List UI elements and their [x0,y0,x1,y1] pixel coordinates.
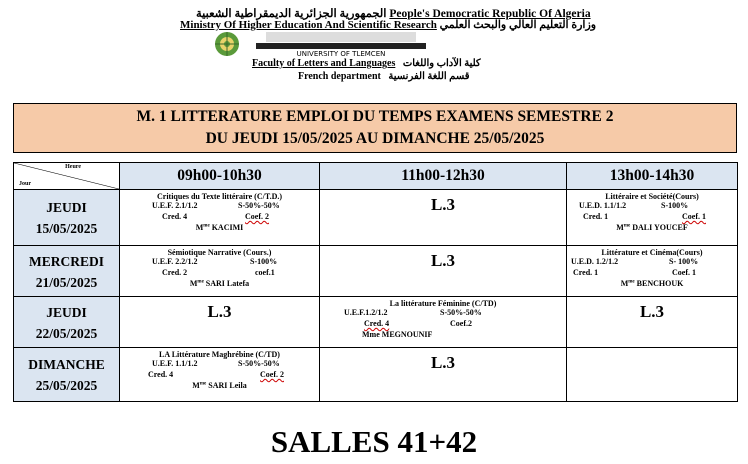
day-name: MERCREDI [28,253,104,269]
exam-cell [120,348,320,402]
course-title: LA Littérature Maghrébine (C/TD) [159,350,280,359]
exam-cell-level: L.3 [320,190,567,246]
exam-cell-level: L.3 [567,297,738,348]
course-ue: U.E.F. 2.1/1.2 [152,201,198,210]
course-title: Littérature et Cinéma(Cours) [601,248,703,257]
course-professor: $M^{me}$ SARI Latefa [189,279,250,288]
header-department [298,71,470,82]
day-date: 15/05/2025 [35,221,98,236]
exam-cell [120,246,320,297]
rooms-label: SALLES 41+42 [270,424,478,459]
header-line-2 [180,18,596,31]
day-date: 25/05/2025 [35,378,98,393]
course-credits: Cred. 1 [583,212,609,221]
day-cell [14,297,120,348]
banner-dates: DU JEUDI 15/05/2025 AU DIMANCHE 25/05/2025 [205,130,545,147]
course-professor: $M^{me}$ KACIMI [195,223,244,232]
dept-ar: قسم اللغة الفرنسية [388,71,470,82]
course-title: La littérature Féminine (C/TD) [389,299,497,308]
course-title: Critiques du Texte littéraire (C/T.D.) [156,192,283,201]
course-weighting: S-100% [661,201,689,210]
day-name: JEUDI [46,200,87,215]
course-credits: Cred. 2 [162,268,188,277]
course-professor: $M^{me}$ SARI Leila [192,381,247,390]
header-faculty [252,58,481,69]
university-emblem-icon [212,30,242,58]
svg-text:UNIVERSITY OF TLEMCEN: UNIVERSITY OF TLEMCEN [296,50,386,58]
course-ue: U.E.F.1.2/1.2 [344,308,388,317]
course-credits: Cred. 4 [148,370,174,379]
faculty-en: Faculty of Letters and Languages [252,58,396,69]
dept-en: French department [298,71,381,82]
course-coef: Coef. 2 [260,370,284,379]
table-row [14,348,738,402]
corner-cell [14,163,120,190]
slot-header: 09h00-10h30 [120,163,320,190]
exam-cell-level: L.3 [120,297,320,348]
faculty-ar: كلية الآداب واللغات [402,58,481,69]
course-coef: Coef. 1 [682,212,706,221]
course-weighting: S-50%-50% [238,201,280,210]
header-republic-ar: الجمهورية الجزائرية الديمقراطية الشعبية [196,8,387,20]
course-coef: coef.1 [255,268,275,277]
exam-cell [120,190,320,246]
table-row [14,297,738,348]
exam-cell [567,190,738,246]
header-ministry-ar: وزارة التعليم العالي والبحث العلمي [439,19,597,31]
course-title: Sémiotique Narrative (Cours.) [167,248,272,257]
course-professor: Mme MEGNOUNIF [362,330,433,339]
day-name: JEUDI [46,304,87,320]
exam-cell-level: L.3 [320,348,567,402]
schedule-banner [13,103,737,153]
exam-schedule-table [13,162,738,402]
exam-cell-empty [567,348,738,402]
course-credits: Cred. 4 [162,212,188,221]
table-row [14,190,738,246]
exam-cell [320,297,567,348]
slot-header: 13h00-14h30 [567,163,738,190]
table-row [14,246,738,297]
day-name: DIMANCHE [28,357,105,372]
banner-title: M. 1 LITTERATURE EMPLOI DU TEMPS EXAMENS SEMESTRE 2 [136,108,614,125]
corner-jour: Jour [19,181,31,187]
course-professor: $M^{me}$ BENCHOUK [620,279,684,288]
day-cell [14,348,120,402]
table-header-row [14,163,738,190]
day-cell [14,190,120,246]
day-date: 22/05/2025 [35,325,98,341]
slot-header: 11h00-12h30 [320,163,567,190]
course-title: Littéraire et Société(Cours) [605,192,699,201]
course-credits: Cred. 1 [573,268,599,277]
course-coef: Coef. 1 [672,268,696,277]
header-ministry-en: Ministry Of Higher Education And Scientific Research [180,19,437,31]
day-date: 21/05/2025 [35,274,98,290]
exam-cell [567,246,738,297]
header-republic-en: People's Democratic Republic Of Algeria [389,8,591,20]
exam-cell-level: L.3 [320,246,567,297]
university-logotype [256,32,426,58]
course-credits: Cred. 4 [364,319,390,328]
course-coef: Coef. 2 [245,212,269,221]
course-weighting: S-50%-50% [440,308,482,317]
corner-heure: Heure [65,164,81,170]
course-weighting: S-50%-50% [238,359,280,368]
course-weighting: S-100% [250,257,278,266]
course-ue: U.E.F. 1.1/1.2 [152,359,198,368]
course-weighting: S- 100% [669,257,699,266]
course-ue: U.E.D. 1.1/1.2 [579,201,627,210]
course-professor: $M^{me}$ DALI YOUCEF [616,223,688,232]
course-ue: U.E.D. 1.2/1.2 [571,257,619,266]
day-cell [14,246,120,297]
course-coef: Coef.2 [450,319,472,328]
course-ue: U.E.F. 2.2/1.2 [152,257,198,266]
